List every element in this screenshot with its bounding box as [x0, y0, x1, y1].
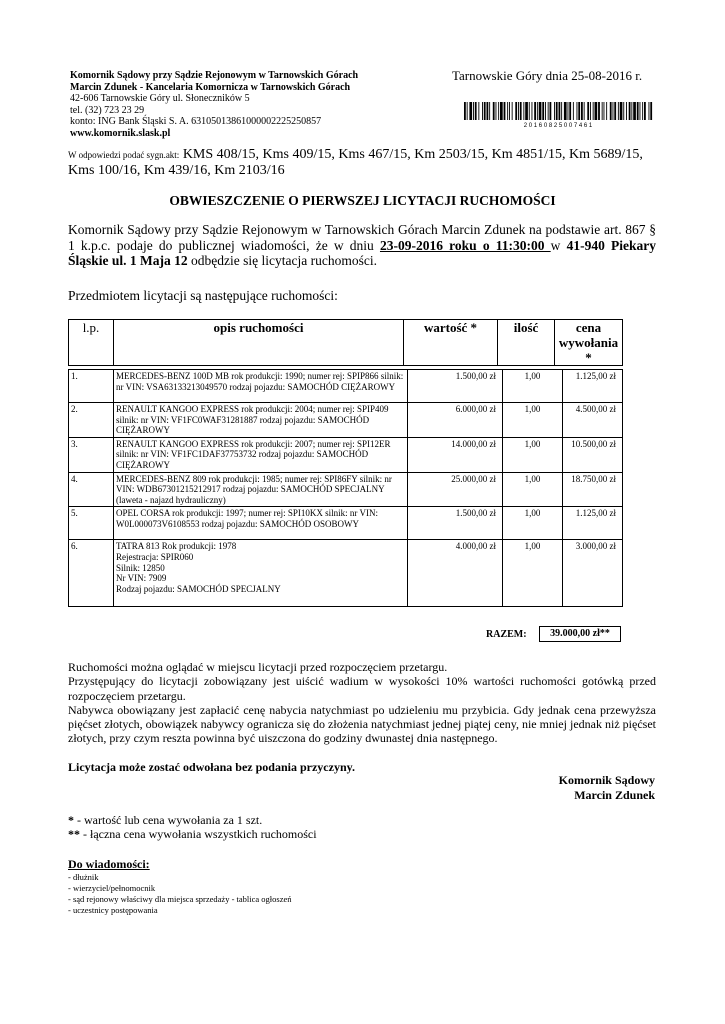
table-row [69, 507, 623, 540]
header-line-website: www.komornik.slask.pl [70, 127, 171, 139]
footnote-2 [68, 827, 317, 841]
cell-ilosc: 1,00 [503, 472, 563, 507]
cell-opis: RENAULT KANGOO EXPRESS rok produkcji: 2004; numer rej: SPIP409 silnik: nr VIN: VF1FC0WAF31281887 rodzaj pojazdu: SAMOCHÓD CIĘŻAROWY [114, 403, 408, 438]
cell-cena: 3.000,00 zł [563, 540, 623, 607]
intro-text-3: odbędzie się licytacja ruchomości. [187, 253, 377, 269]
distribution-list [68, 872, 292, 916]
document-title: OBWIESZCZENIE O PIERWSZEJ LICYTACJI RUCHOMOŚCI [169, 193, 556, 208]
col-cena-line1: cena [575, 320, 602, 335]
table-row [69, 472, 623, 507]
cell-ilosc: 1,00 [503, 403, 563, 438]
case-numbers-label: W odpowiedzi podać sygn.akt: [68, 150, 180, 160]
signature-name: Marcin Zdunek [574, 788, 655, 802]
cell-cena: 18.750,00 zł [563, 472, 623, 507]
signature-title: Komornik Sądowy [558, 773, 655, 787]
header-line-address: 42-606 Tarnowskie Góry ul. Słoneczników 5 [70, 93, 250, 105]
intro-text-1: Komornik Sądowy przy Sądzie Rejonowym w Tarnowskich Górach Marcin Zdunek na podstawie art. 867 § 1 k.p.c. podaje do publicznej wiadomości, że w dniu [68, 222, 656, 253]
items-table [68, 369, 623, 607]
cell-wartosc: 4.000,00 zł [408, 540, 503, 607]
header-line-phone: tel. (32) 723 23 29 [70, 104, 145, 116]
header-line-office: Komornik Sądowy przy Sądzie Rejonowym w Tarnowskich Górach [70, 70, 359, 81]
footnotes [68, 813, 317, 841]
col-ilosc: ilość [498, 320, 555, 366]
footnote-1-text: - wartość lub cena wywołania za 1 szt. [74, 813, 263, 827]
condition-paragraph: Ruchomości można oglądać w miejscu licytacji przed rozpoczęciem przetargu. [68, 660, 448, 674]
list-item: - uczestnicy postępowania [68, 905, 158, 915]
cell-lp: 4. [69, 472, 114, 507]
total-value: 39.000,00 zł** [539, 626, 621, 642]
cell-ilosc: 1,00 [503, 370, 563, 403]
col-opis: opis ruchomości [114, 320, 404, 366]
header-line-chancellery: Marcin Zdunek - Kancelaria Komornicza w Tarnowskich Górach [70, 81, 351, 93]
items-table-header [68, 319, 623, 366]
auction-address: 41-940 Piekary Śląskie ul. 1 Maja 12 [68, 237, 656, 269]
cell-wartosc: 25.000,00 zł [408, 472, 503, 507]
footnote-2-text: - łączna cena wywołania wszystkich ruchomości [80, 827, 317, 841]
place-date: Tarnowskie Góry dnia 25-08-2016 r. [452, 68, 643, 83]
barcode [462, 102, 654, 128]
cell-wartosc: 14.000,00 zł [408, 437, 503, 472]
conditions [68, 660, 656, 746]
list-item: - dłużnik [68, 872, 99, 882]
table-row [69, 540, 623, 607]
cell-opis: TATRA 813 Rok produkcji: 1978 Rejestracja: SPIR060 Silnik: 12850 Nr VIN: 7909 Rodzaj pojazdu: SAMOCHÓD SPECJALNY [114, 540, 408, 607]
header-line-account: konto: ING Bank Śląski S. A. 63105013861000002225250857 [70, 116, 322, 128]
cell-cena: 1.125,00 zł [563, 370, 623, 403]
table-row [69, 437, 623, 472]
cell-lp: 6. [69, 540, 114, 607]
intro-text-2: w [550, 237, 567, 253]
col-wartosc: wartość * [404, 320, 498, 366]
cell-lp: 5. [69, 507, 114, 540]
condition-paragraph: Nabywca obowiązany jest zapłacić cenę nabycia natychmiast po udzieleniu mu przybicia. Gdy jednak cena przewyższa pięćset złotych, obowiązek nabywcy ogranicza się do złożenia natychmiast jednej piątej ceny, nie mniej jednak niż pięćset złotych, przy czym reszta powinna być uiszczona do godziny dwunastej dnia następnego. [68, 702, 656, 746]
intro-paragraph [68, 222, 656, 269]
auction-datetime: 23-09-2016 roku o 11:30:00 [379, 237, 551, 253]
col-lp: l.p. [69, 320, 114, 366]
table-row [69, 370, 623, 403]
cell-wartosc: 1.500,00 zł [408, 370, 503, 403]
cancellation-warning: Licytacja może zostać odwołana bez podania przyczyny. [68, 760, 355, 774]
footnote-1-mark: * [68, 813, 74, 827]
bailiff-header [70, 70, 450, 140]
footnote-1 [68, 813, 317, 827]
cell-opis: MERCEDES-BENZ 809 rok produkcji: 1985; numer rej: SPI86FY silnik: nr VIN: WDB67301215212917 rodzaj pojazdu: SAMOCHÓD SPECJALNY (laweta - najazd hydrauliczny) [114, 472, 408, 507]
cell-opis: OPEL CORSA rok produkcji: 1997; numer rej: SPI10KX silnik: nr VIN: W0L000073V6108553 rodzaj pojazdu: SAMOCHÓD OSOBOWY [114, 507, 408, 540]
table-row [69, 403, 623, 438]
cell-opis: RENAULT KANGOO EXPRESS rok produkcji: 2007; numer rej: SPI12ER silnik: nr VIN: VF1FC1DAF37753732 rodzaj pojazdu: SAMOCHÓD CIĘŻAROWY [114, 437, 408, 472]
col-cena-line2: wywołania * [558, 335, 619, 365]
condition-paragraph: Przystępujący do licytacji zobowiązany jest uiścić wadium w wysokości 10% wartości ruchomości gotówką przed rozpoczęciem przetargu. [68, 674, 656, 703]
cell-wartosc: 1.500,00 zł [408, 507, 503, 540]
cell-cena: 10.500,00 zł [563, 437, 623, 472]
cell-cena: 4.500,00 zł [563, 403, 623, 438]
cell-ilosc: 1,00 [503, 540, 563, 607]
list-item: - wierzyciel/pełnomocnik [68, 883, 156, 893]
cell-cena: 1.125,00 zł [563, 507, 623, 540]
cell-lp: 3. [69, 437, 114, 472]
barcode-digits: 2 0 1 6 0 8 2 5 0 0 7 4 6 1 [523, 123, 593, 128]
cell-ilosc: 1,00 [503, 437, 563, 472]
cell-ilosc: 1,00 [503, 507, 563, 540]
list-item: - sąd rejonowy właściwy dla miejsca sprzedaży - tablica ogłoszeń [68, 894, 292, 904]
cell-wartosc: 6.000,00 zł [408, 403, 503, 438]
subject-line: Przedmiotem licytacji są następujące ruchomości: [68, 288, 338, 303]
col-cena [555, 320, 623, 366]
total-label: RAZEM: [486, 629, 527, 640]
case-numbers [68, 147, 668, 179]
signature [450, 773, 655, 803]
cell-opis: MERCEDES-BENZ 100D MB rok produkcji: 1990; numer rej: SPIP866 silnik: nr VIN: VSA63133213049570 rodzaj pojazdu: SAMOCHÓD CIĘŻAROWY [114, 370, 408, 403]
case-numbers-value: KMS 408/15, Kms 409/15, Kms 467/15, Km 2503/15, Km 4851/15, Km 5689/15, Kms 100/16, Km 439/16, Km 2103/16 [68, 147, 643, 178]
cell-lp: 2. [69, 403, 114, 438]
cell-lp: 1. [69, 370, 114, 403]
distribution-title: Do wiadomości: [68, 857, 150, 871]
footnote-2-mark: ** [68, 827, 80, 841]
